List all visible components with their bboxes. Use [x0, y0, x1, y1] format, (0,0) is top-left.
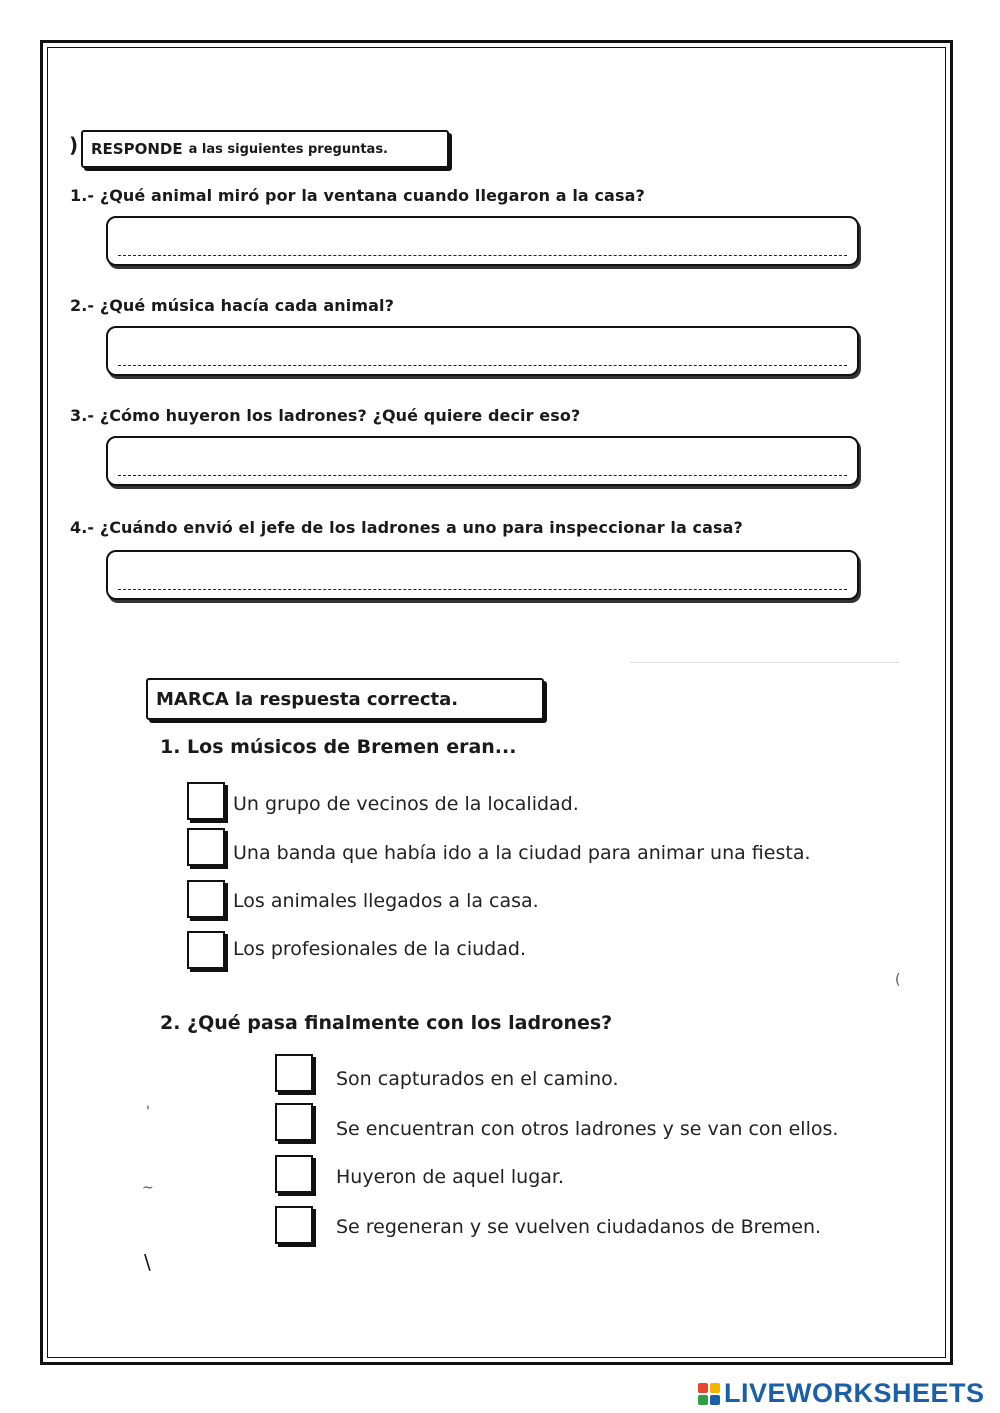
checkbox-q1-opt2[interactable]: [187, 828, 225, 866]
open-question-4: 4.- ¿Cuándo envió el jefe de los ladrones a uno para inspeccionar la casa?: [70, 518, 743, 537]
mc-question-2: 2. ¿Qué pasa finalmente con los ladrones?: [160, 1012, 613, 1034]
checkbox-q1-opt4[interactable]: [187, 931, 225, 969]
checkbox-q2-opt3[interactable]: [275, 1155, 313, 1193]
responde-header: [81, 130, 449, 168]
checkbox-q1-opt1[interactable]: [187, 782, 225, 820]
option-q1-1: Un grupo de vecinos de la localidad.: [233, 793, 579, 815]
option-q2-4: Se regeneran y se vuelven ciudadanos de Bremen.: [336, 1216, 822, 1238]
responde-instruction: a las siguientes preguntas.: [188, 141, 388, 157]
option-q2-1: Son capturados en el camino.: [336, 1068, 619, 1090]
option-q1-3: Los animales llegados a la casa.: [233, 890, 539, 912]
answer-field-4[interactable]: [106, 550, 859, 600]
section-paren: ): [69, 133, 79, 157]
checkbox-q1-opt3[interactable]: [187, 880, 225, 918]
checkbox-q2-opt2[interactable]: [275, 1103, 313, 1141]
answer-field-2[interactable]: [106, 326, 859, 376]
option-q2-2: Se encuentran con otros ladrones y se van con ellos.: [336, 1118, 839, 1140]
stray-mark-2: ': [146, 1104, 150, 1120]
logo-text: LIVEWORKSHEETS: [724, 1378, 985, 1408]
option-q2-3: Huyeron de aquel lugar.: [336, 1166, 565, 1188]
logo-grid-icon: [698, 1383, 720, 1405]
open-question-2: 2.- ¿Qué música hacía cada animal?: [70, 296, 394, 315]
divider-line: [630, 662, 900, 663]
open-question-3: 3.- ¿Cómo huyeron los ladrones? ¿Qué quiere decir eso?: [70, 406, 581, 425]
answer-field-1[interactable]: [106, 216, 859, 266]
marca-instruction: la respuesta correcta.: [234, 688, 459, 710]
answer-field-3[interactable]: [106, 436, 859, 486]
responde-keyword: RESPONDE: [91, 140, 183, 158]
liveworksheets-logo[interactable]: [698, 1378, 985, 1409]
checkbox-q2-opt4[interactable]: [275, 1206, 313, 1244]
stray-mark-4: \: [144, 1250, 151, 1274]
stray-mark-1: (: [895, 972, 901, 988]
marca-header: [146, 678, 544, 720]
open-question-1: 1.- ¿Qué animal miró por la ventana cuando llegaron a la casa?: [70, 186, 645, 205]
stray-mark-3: ~: [142, 1180, 154, 1196]
option-q1-2: Una banda que había ido a la ciudad para animar una fiesta.: [233, 842, 811, 864]
mc-question-1: 1. Los músicos de Bremen eran...: [160, 736, 517, 758]
option-q1-4: Los profesionales de la ciudad.: [233, 938, 526, 960]
checkbox-q2-opt1[interactable]: [275, 1054, 313, 1092]
marca-keyword: MARCA: [156, 688, 229, 710]
